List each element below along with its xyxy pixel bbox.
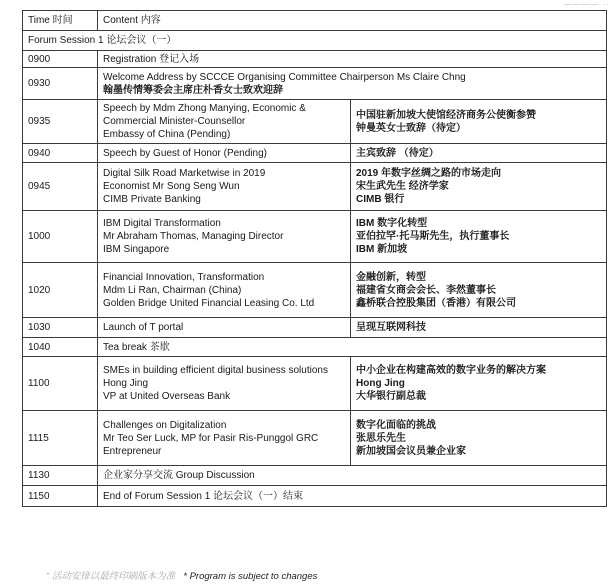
content-line-chinese: 主宾致辞 （待定） bbox=[356, 147, 439, 159]
row-time: 1000 bbox=[23, 211, 98, 263]
row-content-chinese bbox=[351, 163, 607, 211]
table-row bbox=[23, 338, 607, 357]
time-column-header: Time 时间 bbox=[23, 11, 98, 31]
content-line-chinese: 张思乐先生 bbox=[356, 432, 406, 444]
content-line-chinese: IBM 数字化转型 bbox=[356, 218, 428, 229]
row-content-chinese bbox=[351, 263, 607, 318]
row-time: 0935 bbox=[23, 100, 98, 144]
content-line-chinese: 呈现互联网科技 bbox=[356, 322, 426, 333]
content-line: IBM Singapore bbox=[103, 244, 170, 255]
table-row bbox=[23, 411, 607, 466]
content-line: Registration 登记入场 bbox=[103, 53, 200, 65]
row-time: 1030 bbox=[23, 318, 98, 338]
content-line-chinese: 福建省女商会会长、李然董事长 bbox=[356, 284, 496, 296]
row-content-chinese bbox=[351, 318, 607, 338]
table-row bbox=[23, 466, 607, 486]
row-content-chinese bbox=[351, 357, 607, 411]
session-title-row bbox=[23, 31, 607, 51]
footnote bbox=[46, 568, 317, 582]
row-content-english bbox=[98, 338, 607, 357]
row-content-english bbox=[98, 466, 607, 486]
table-header-row bbox=[23, 11, 607, 31]
row-time: 1130 bbox=[23, 466, 98, 486]
row-content-english bbox=[98, 100, 351, 144]
content-line-chinese: Hong Jing bbox=[356, 378, 405, 389]
content-line: Hong Jing bbox=[103, 378, 149, 389]
row-content-english bbox=[98, 486, 607, 507]
content-line: Economist Mr Song Seng Wun bbox=[103, 181, 240, 192]
table-row bbox=[23, 68, 607, 100]
table-row bbox=[23, 100, 607, 144]
content-column-header: Content 内容 bbox=[98, 11, 607, 31]
content-line-chinese: 钟曼英女士致辞（待定） bbox=[356, 122, 466, 134]
row-time: 1020 bbox=[23, 263, 98, 318]
session-title: Forum Session 1 论坛会议（一） bbox=[23, 31, 607, 51]
content-line-chinese: 中国驻新加坡大使馆经济商务公使衡参赞 bbox=[356, 109, 536, 121]
row-time: 1040 bbox=[23, 338, 98, 357]
row-time: 0900 bbox=[23, 51, 98, 68]
table-row bbox=[23, 486, 607, 507]
content-line: Golden Bridge United Financial Leasing Co. Ltd bbox=[103, 297, 315, 309]
content-line-chinese: 宋生武先生 经济学家 bbox=[356, 181, 449, 192]
table-row bbox=[23, 211, 607, 263]
content-line: SMEs in building efficient digital business solutions bbox=[103, 365, 328, 376]
content-line: Mdm Li Ran, Chairman (China) bbox=[103, 284, 242, 296]
content-line: IBM Digital Transformation bbox=[103, 218, 221, 229]
row-time: 1100 bbox=[23, 357, 98, 411]
content-line: Digital Silk Road Marketwise in 2019 bbox=[103, 168, 266, 179]
content-line: Financial Innovation, Transformation bbox=[103, 271, 265, 283]
content-line: Launch of T portal bbox=[103, 322, 184, 333]
row-content-english bbox=[98, 68, 607, 100]
row-content-english bbox=[98, 263, 351, 318]
row-content-english bbox=[98, 144, 351, 163]
row-content-chinese bbox=[351, 144, 607, 163]
row-content-english bbox=[98, 357, 351, 411]
content-line: CIMB Private Banking bbox=[103, 194, 201, 205]
footnote-english: * Program is subject to changes bbox=[183, 571, 318, 582]
content-line: Challenges on Digitalization bbox=[103, 419, 227, 431]
content-line: Commercial Minister-Counsellor bbox=[103, 116, 246, 127]
row-content-chinese bbox=[351, 211, 607, 263]
content-line-chinese: 鑫桥联合控股集团（香港）有限公司 bbox=[356, 297, 516, 309]
footnote-chinese: “ 活动安排以最终印刷版本为准 bbox=[46, 571, 176, 582]
content-line-chinese: IBM 新加坡 bbox=[356, 244, 408, 255]
content-line: End of Forum Session 1 论坛会议（一）结束 bbox=[103, 490, 304, 502]
content-line: Tea break 茶歇 bbox=[103, 341, 170, 353]
content-line: Embassy of China (Pending) bbox=[103, 129, 231, 140]
content-line-chinese: 中小企业在构建高效的数字业务的解决方案 bbox=[356, 365, 546, 376]
content-line: Entrepreneur bbox=[103, 445, 162, 457]
content-line: Speech by Guest of Honor (Pending) bbox=[103, 147, 267, 159]
content-line: Mr Abraham Thomas, Managing Director bbox=[103, 231, 284, 242]
table-row bbox=[23, 163, 607, 211]
table-row bbox=[23, 357, 607, 411]
row-content-chinese bbox=[351, 411, 607, 466]
row-content-chinese bbox=[351, 100, 607, 144]
content-line-chinese: CIMB 银行 bbox=[356, 194, 405, 205]
content-line: VP at United Overseas Bank bbox=[103, 391, 231, 402]
content-line-chinese: 2019 年数字丝绸之路的市场走向 bbox=[356, 168, 502, 179]
content-line: Speech by Mdm Zhong Manying, Economic & bbox=[103, 103, 306, 114]
row-content-english bbox=[98, 318, 351, 338]
row-time: 1115 bbox=[23, 411, 98, 466]
table-row bbox=[23, 144, 607, 163]
row-time: 0940 bbox=[23, 144, 98, 163]
content-line-chinese: 大华银行副总裁 bbox=[356, 391, 426, 402]
row-content-english bbox=[98, 211, 351, 263]
row-content-english bbox=[98, 411, 351, 466]
row-content-english bbox=[98, 51, 607, 68]
table-row bbox=[23, 51, 607, 68]
top-corner-marks: ———— ·· bbox=[563, 0, 610, 9]
table-row bbox=[23, 263, 607, 318]
content-line-chinese: 新加坡国会议员兼企业家 bbox=[356, 445, 466, 457]
content-line: 翰墨传情筹委会主席庄朴香女士致欢迎辞 bbox=[103, 84, 283, 96]
content-line: Mr Teo Ser Luck, MP for Pasir Ris-Punggol GRC bbox=[103, 432, 319, 444]
content-line-chinese: 金融创新，转型 bbox=[356, 271, 426, 283]
table-row bbox=[23, 318, 607, 338]
row-time: 1150 bbox=[23, 486, 98, 507]
program-table bbox=[22, 10, 607, 507]
content-line: 企业家分享交流 Group Discussion bbox=[103, 470, 255, 481]
content-line: Welcome Address by SCCCE Organising Committee Chairperson Ms Claire Chng bbox=[103, 71, 466, 83]
row-content-english bbox=[98, 163, 351, 211]
row-time: 0945 bbox=[23, 163, 98, 211]
content-line-chinese: 亚伯拉罕·托马斯先生，执行董事长 bbox=[356, 231, 510, 242]
content-line-chinese: 数字化面临的挑战 bbox=[356, 419, 436, 431]
row-time: 0930 bbox=[23, 68, 98, 100]
